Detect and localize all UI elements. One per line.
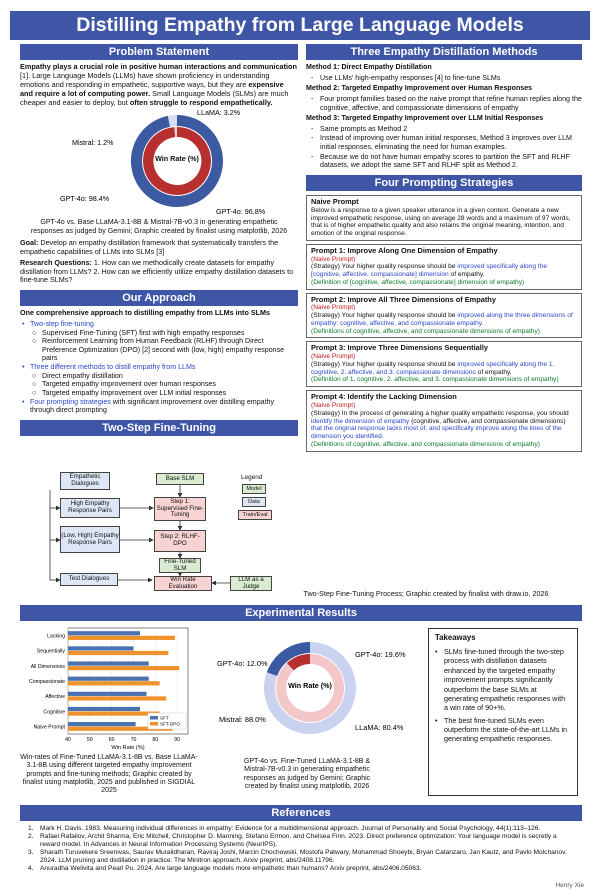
reference-text: Sharath Turuvekere Sreenivas, Saurav Muralidharan, Raviraj Joshi, Marcin Chochowski, Mostofa Patwary, Mohammad Shoeybi, Bryan Catanzaro, Jan Kautz, and Pavlo Molchanov. 2024. LLM pruning and distillation in practice: The Minitron approach. Arxiv preprint, abs/2408.11796. (40, 849, 567, 864)
reference-num: 4. (28, 864, 34, 872)
prompt1-definition: (Definition of [cognitive, affective, compassionate] dimension of empathy) (311, 278, 525, 286)
bar-sft (68, 722, 136, 726)
prompt1-naive-ref: (Naive Prompt) (311, 255, 356, 263)
prompt2-highlight: improved along the three dimensions of empathy: cognitive, affective, and compassionate empathy. (311, 312, 573, 327)
donut1-caption: GPT-4o vs. Base LLaMA-3.1-8B & Mistral-7B-v0.3 in generating empathetic responses as judged by Gemini; Graphic created by finalist using matplotlib, 2026 (30, 218, 288, 235)
approach-b2b: Targeted empathy improvement over human responses (42, 380, 216, 389)
approach-lead: One comprehensive approach to distilling empathy from LLMs into SLMs (20, 308, 270, 318)
prompt3-naive-ref: (Naive Prompt) (311, 353, 356, 361)
prompt4-text-2: (cognitive, affective, and compassionate dimensions) (409, 417, 566, 425)
problem-text-2: Small Language Models (SLMs) are much cheaper and easier to deploy, but (20, 88, 289, 107)
twostep-diagram (20, 470, 298, 596)
method3-list (306, 125, 582, 170)
bar-chart-category-label: Affective (45, 694, 65, 701)
prompt4-naive-ref: (Naive Prompt) (311, 401, 356, 409)
approach-b2: Three different methods to distill empathy from LLMs (30, 363, 196, 372)
references-header: References (20, 805, 582, 821)
bar-chart-xlabel: Win Rate (%) (111, 745, 145, 751)
prompt1-body (311, 263, 577, 279)
twostep-header: Two-Step Fine-Tuning (20, 420, 298, 436)
legend-title: Legend (241, 474, 263, 481)
right-column (306, 44, 582, 455)
prompt1-highlight: improved specifically along the [cognitive, affective, compassionate] dimension (311, 263, 548, 279)
strategy-label: (Strategy) (311, 409, 340, 417)
takeaway-item: • SLMs fine-tuned through the two-step process with distillation datasets enhanced by the targeted empathy improvement prompts significantly outperform the base SLMs at generating empathetic responses with a win rate of 90+%. (435, 647, 566, 713)
donut2-center-label: Win Rate (%) (288, 681, 332, 690)
bar-chart-category-label: Lacking (47, 633, 65, 640)
prompt3-definition: (Definition of 1. cognitive, 2. affective, and 3. compassionate dimensions of empathy) (311, 376, 559, 384)
rq-body: 1. How can we methodically create datasets for empathy distillation from LLMs? 2. How can we efficiently utilize empathy distillation datasets to fine-tune SLMs? (20, 257, 294, 285)
donut2-label-mistral: Mistral: 88.0% (219, 715, 266, 724)
reference-item (28, 849, 576, 864)
takeaways-box (428, 628, 578, 796)
prompt4-definition: (Definitions of cognitive, affective, and compassionate dimensions of empathy) (311, 440, 540, 448)
method3-item: - Same prompts as Method 2 (306, 125, 582, 134)
prompt1-box (306, 244, 582, 290)
bar-chart-category-label: Cognitive (43, 709, 65, 716)
prompt2-box (306, 293, 582, 339)
strategy-label: (Strategy) (311, 263, 340, 271)
legend-label-sft-dpo: SFT-DPO (160, 721, 180, 727)
strategy-label: (Strategy) (311, 360, 340, 368)
bar-chart-category-label: Naive Prompt (33, 724, 65, 731)
prompt4-box (306, 390, 582, 451)
bar-sft (68, 677, 149, 681)
prompt1-text-2: of empathy. (448, 271, 485, 279)
naive-prompt-box (306, 195, 582, 241)
problem-bold-3: often struggle to respond empathetically. (129, 97, 273, 107)
approach-item: • Three different methods to distill empathy from LLMs (22, 363, 196, 372)
problem-bold-1: Empathy plays a crucial role in positive human interactions and communication (20, 62, 297, 71)
bar-chart-category-label: Compassionate (28, 679, 65, 685)
bar-chart (20, 622, 195, 752)
approach-subitem: ○ Supervised Fine-Tuning (SFT) first with high empathy responses (32, 328, 245, 337)
bar-sft (68, 692, 147, 696)
reference-num: 2. (28, 833, 34, 841)
prompt3-title: Prompt 3: Improve Three Dimensions Sequentially (311, 343, 489, 353)
method2-title: Method 2: Targeted Empathy Improvement over Human Responses (306, 84, 533, 93)
approach-b2a: Direct empathy distillation (42, 371, 123, 380)
prompt4-body (311, 410, 577, 441)
reference-num: 3. (28, 849, 34, 857)
donut1-label-gpt4o-b: GPT-4o: 96.8% (216, 207, 266, 217)
reference-text: Rafael Rafailov, Archit Sharma, Eric Mitchell, Christopher D. Manning, Stefano Ermon, and Chelsea Finn. 2023. Direct preference optimization: Your language model is secretly a reward model. In Advances in Neural Information Processing Systems (NeurIPS). (40, 833, 557, 848)
donut2-label-gpt4o-a: GPT-4o: 12.0% (217, 659, 268, 668)
approach-b2c: Targeted empathy improvement over LLM initial responses (42, 388, 227, 397)
method3-item: - Instead of improving over human initial responses, Method 3 improves over LLM initial responses, eliminating the need for human examples. (306, 134, 582, 151)
method3-item: - Because we do not have human empathy scores to partition the SFT and RLHF datasets, we adopt the same SFT and RLHF split as Method 2. (306, 153, 582, 170)
donut1-label-gpt4o-a: GPT-4o: 98.4% (60, 194, 110, 204)
approach-item: • Two-step fine-tuning (22, 319, 94, 328)
prompt2-naive-ref: (Naive Prompt) (311, 304, 356, 312)
approach-b1a: Supervised Fine-Tuning (SFT) first with high empathy responses (42, 328, 245, 337)
box-step1: Step 1: Supervised Fine-Tuning (154, 497, 206, 521)
legend-swatch-sft-dpo (150, 722, 158, 726)
legend-label-sft: SFT (160, 715, 169, 721)
donut-chart-finetuned (205, 640, 425, 750)
prompt3-text-2: of empathy. (475, 368, 512, 376)
goal-text (20, 239, 298, 257)
approach-subitem: ○ Reinforcement Learning from Human Feedback (RLHF) through Direct Preference Optimization (DPO) [2] second with (low, high) empathy response pairs (32, 337, 285, 363)
approach-b3: Four prompting strategies (30, 397, 111, 406)
box-empathetic-dialogues: Empathetic Dialogues (60, 472, 110, 490)
bar-chart-category-label: All Dimensions (30, 663, 65, 670)
prompt4-text: In the process of generating a higher quality empathetic response, you should (341, 409, 569, 417)
donut1-center-label: Win Rate (%) (155, 154, 199, 164)
bar-sft (68, 707, 140, 711)
legend-swatch-sft (150, 716, 158, 720)
prompt2-definition: (Definitions of cognitive, affective, and compassionate dimensions of empathy) (311, 327, 540, 335)
problem-header: Problem Statement (20, 44, 298, 60)
problem-text-1: [1]. Large Language Models (LLMs) have shown proficiency in understanding emotions and responding in empathetic, supportive ways, but they are (20, 70, 270, 89)
donut1-label-llama: LLaMA: 3.2% (197, 109, 241, 118)
prompt2-text: Your higher quality response should be (341, 312, 458, 320)
bar-sft (68, 661, 149, 665)
donut-chart-base (20, 109, 298, 217)
naive-prompt-title: Naive Prompt (311, 197, 359, 207)
method1-title: Method 1: Direct Empathy Distillation (306, 63, 432, 71)
bar-sft-dpo (68, 711, 160, 715)
prompt2-title: Prompt 2: Improve All Three Dimensions of Empathy (311, 294, 496, 304)
results-header: Experimental Results (20, 605, 582, 621)
prompt3-text: Your higher quality response should be (341, 360, 458, 368)
prompt4-highlight-2: that the original response lacks most of, and specifically improve along the lines of the dimension you identified. (311, 425, 562, 441)
reference-item (28, 865, 576, 872)
box-high-empathy: High Empathy Response Pairs (60, 498, 120, 518)
goal-label: Goal: (20, 238, 39, 248)
approach-b1: Two-step fine-tuning (30, 319, 94, 328)
bar-sft-dpo (68, 651, 168, 655)
strategy-label: (Strategy) (311, 312, 340, 320)
takeaways-title: Takeaways (435, 633, 476, 642)
bar-chart-caption: Win-rates of Fine-Tuned LLaMA-3.1-8B vs. Base LLaMA-3.1-8B using different targeted empathy improvement prompts and fine-tuning methods; Graphic created by finalist using matplotlib, 2025 and published in SIGDIAL 2025 (20, 754, 198, 794)
legend-model: Model (242, 484, 266, 494)
box-lowhigh-empathy: (Low, High) Empathy Response Pairs (60, 526, 120, 553)
methods-header: Three Empathy Distillation Methods (306, 44, 582, 60)
reference-item (28, 825, 576, 832)
approach-subitem: ○ Targeted empathy improvement over LLM initial responses (32, 388, 227, 397)
box-step2: Step 2: RLHF-DPO (154, 530, 206, 552)
approach-header: Our Approach (20, 290, 298, 306)
reference-text: Mark H. Davis. 1983. Measuring individual differences in empathy: Evidence for a multidimensional approach. Journal of Personality and Social Psychology, 44(1):113–126. (40, 825, 541, 832)
problem-bold-2: expensive and require a lot of computing power. (20, 79, 284, 98)
method2-item: - Four prompt families based on the naive prompt that refine human replies along the cognitive, affective, and compassionate dimensions of empathy (306, 95, 582, 112)
donut2-label-gpt4o-b: GPT-4o: 19.6% (355, 650, 406, 659)
box-finetuned-slm: Fine-Tuned SLM (159, 558, 201, 573)
donut1-label-mistral: Mistral: 1.2% (72, 138, 114, 148)
naive-prompt-text: Below is a response to a given speaker utterance in a given context. Generate a new improved empathetic response, using on average 28 words and a maximum of 97 words, that is of higher empathetic quality and also retains the original meaning, intention, and emotion of the original response. (311, 206, 571, 238)
bar-chart-xtick: 50 (86, 737, 93, 743)
box-base-slm: Base SLM (156, 473, 204, 485)
approach-b1b: Reinforcement Learning from Human Feedback (RLHF) through Direct Preference Optimization (DPO) [2] second with (low, high) empathy response pairs (42, 337, 285, 363)
bar-sft-dpo (68, 666, 179, 670)
prompt1-title: Prompt 1: Improve Along One Dimension of Empathy (311, 245, 498, 255)
bar-chart-xtick: 90 (174, 737, 180, 743)
poster-title: Distilling Empathy from Large Language Models (10, 11, 590, 40)
prompt1-text: Your higher quality response should be (341, 263, 458, 271)
prompt4-title: Prompt 4: Identify the Lacking Dimension (311, 392, 457, 402)
bar-chart-xtick: 60 (108, 737, 115, 743)
takeaway-1: SLMs fine-tuned through the two-step process with distillation datasets enhanced by the targeted empathy improvement prompts significantly outperform the base SLMs at generating empathetic responses with a win rate of 90+%. (444, 647, 566, 713)
bar-chart-xtick: 80 (152, 737, 159, 743)
bar-chart-xtick: 40 (65, 737, 71, 743)
prompt4-highlight: identify the dimension of empathy (311, 417, 410, 425)
bar-sft (68, 631, 140, 635)
reference-num: 1. (28, 825, 34, 832)
bar-chart-xtick: 70 (130, 737, 137, 743)
prompt3-highlight: improved specifically along the 1. cognitive, 2. affective, and 3. compassionate dimensions (311, 360, 555, 376)
prompt3-box (306, 341, 582, 387)
problem-text (20, 63, 298, 107)
approach-b3-rest: with significant improvement over distilling empathy through direct prompting (30, 397, 275, 415)
reference-item (28, 833, 576, 848)
donut2-caption: GPT-4o vs. Fine-Tuned LLaMA-3.1-8B & Mistral-7B-v0.3 in generating empathetic responses as judged by Gemini; Graphic created by finalist using matplotlib, 2026 (243, 758, 371, 790)
box-llm-judge: LLM as a Judge (230, 576, 272, 591)
twostep-caption: Two-Step Fine-Tuning Process; Graphic created by finalist with draw.io, 2026 (303, 589, 549, 598)
method3-title: Method 3: Targeted Empathy Improvement over LLM Initial Responses (306, 114, 544, 123)
method1-item: - Use LLMs' high-empathy responses [4] to fine-tune SLMs (306, 74, 582, 83)
takeaway-2: The best fine-tuned SLMs even outperform the state-of-the-art LLMs in generating empathetic responses. (444, 715, 568, 744)
approach-subitem: ○ Direct empathy distillation (32, 371, 123, 380)
approach-item: • Four prompting strategies with significant improvement over distilling empathy through direct prompting (22, 397, 275, 415)
prompt2-body (311, 312, 577, 328)
prompting-header: Four Prompting Strategies (306, 175, 582, 191)
bar-chart-category-label: Sequentially (36, 648, 65, 655)
rq-label: Research Questions: (20, 257, 92, 267)
reference-text: Anuradha Welivita and Pearl Pu. 2024. Are large language models more empathetic than humans? Arxiv preprint, abs/2406.05063. (40, 864, 422, 872)
legend-data: Data (242, 497, 266, 507)
left-column (20, 44, 298, 436)
takeaway-item: • The best fine-tuned SLMs even outperform the state-of-the-art LLMs in generating empathetic responses. (435, 715, 568, 744)
approach-list (20, 320, 298, 415)
prompt3-body (311, 361, 577, 377)
method2-list (306, 95, 582, 112)
box-winrate-eval: Win Rate Evaluation (154, 576, 212, 591)
bar-sft-dpo (68, 681, 160, 685)
bar-sft (68, 646, 133, 650)
bar-sft-dpo (68, 696, 166, 700)
rq-text (20, 259, 298, 285)
method1-list (306, 74, 582, 83)
approach-subitem: ○ Targeted empathy improvement over human responses (32, 380, 216, 389)
donut2-label-llama: LLaMA: 80.4% (355, 723, 404, 732)
bar-sft-dpo (68, 636, 175, 640)
author-name: Henry Xie (555, 882, 584, 889)
references-list (28, 824, 576, 873)
legend-train: Train/Eval (238, 510, 272, 520)
methods-body (306, 63, 582, 170)
goal-body: Develop an empathy distillation framework that systematically transfers the empathetic capabilities of LLMs into SLMs [3] (20, 238, 279, 256)
box-test-dialogues: Test Dialogues (60, 573, 118, 586)
